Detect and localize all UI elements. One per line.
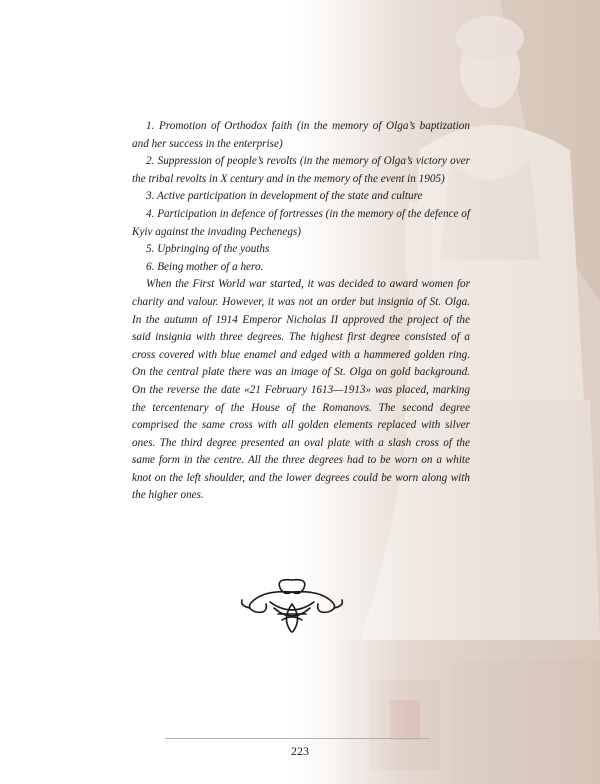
main-paragraph: When the First World war started, it was decided to award women for charity and valour. However, it was not an order but insignia of St. Olga. In the autumn of 1914 Emperor Nicholas II approved the project of the said insignia with three degrees. The highest first degree consisted of a cross covered with blue enamel and edged with a hammered golden ring. On the central plate there was an image of St. Olga on gold background. On the reverse the date «21 February 1613—1913» was placed, marking the tercentenary of the House of the Romanovs. The second degree comprised the same cross with all golden elements replaced with silver ones. The third degree presented an oval plate with a slash cross of the same form in the centre. All the three degrees had to be worn on a white knot on the left shoulder, and the lower degrees could be worn along with the higher ones. (132, 278, 470, 502)
list-item-4: 4. Participation in defence of fortresses (in the memory of the defence of Kyiv against the invading Pechenegs) (132, 207, 470, 238)
footer-divider (165, 738, 430, 739)
calligraphic-flourish-icon (236, 574, 348, 638)
page-number: 223 (291, 744, 309, 758)
list-item-6: 6. Being mother of a hero. (146, 260, 264, 273)
body-text (132, 118, 470, 505)
list-item-5: 5. Upbringing of the youths (146, 243, 270, 256)
list-item-2: 2. Suppression of people’s revolts (in the memory of Olga’s victory over the tribal revolts in X century and in the memory of the event in 1905) (132, 155, 470, 185)
list-item-1: 1. Promotion of Orthodox faith (in the memory of Olga’s baptization and her success in the enterprise) (132, 120, 470, 150)
list-item-3: 3. Active participation in development of the state and culture (146, 190, 423, 203)
